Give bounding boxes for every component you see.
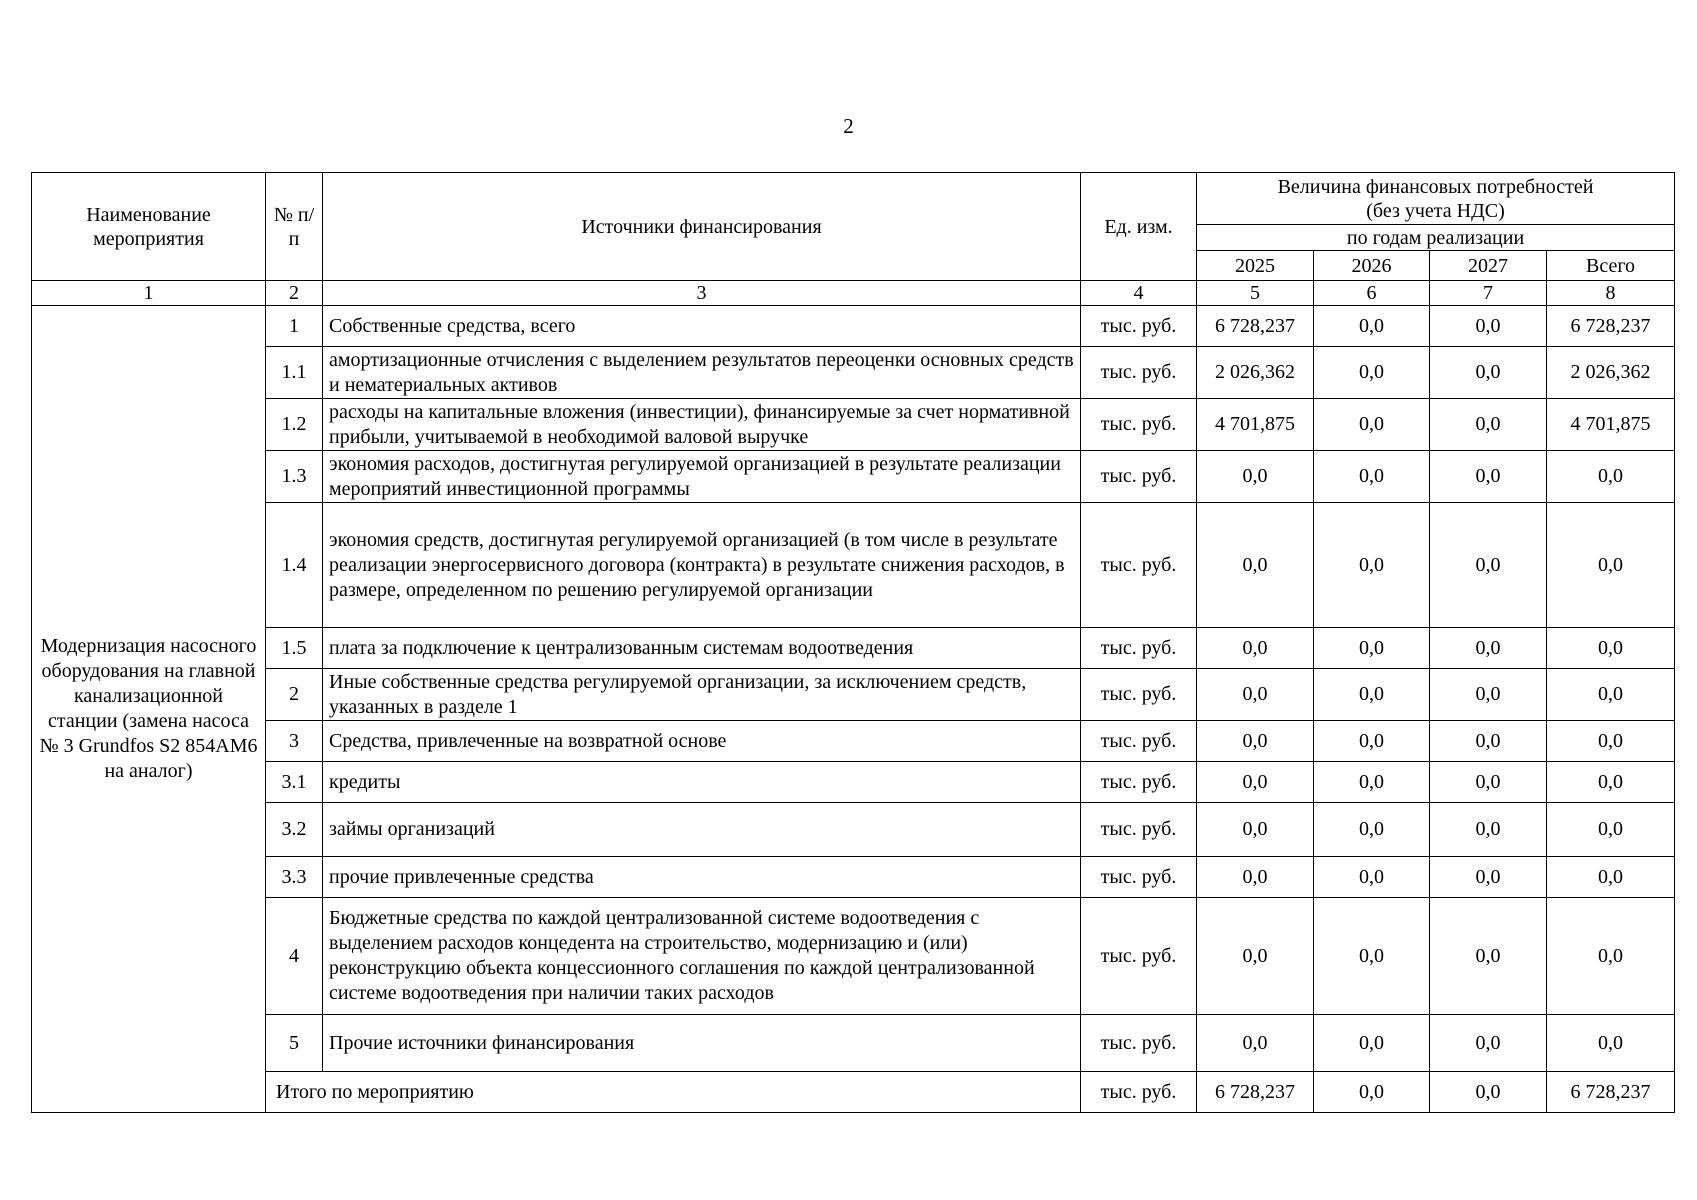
row-value-total: 0,0 [1547,762,1675,803]
row-number: 3.1 [266,762,323,803]
header-year-2027: 2027 [1430,251,1547,281]
row-source: Иные собственные средства регулируемой организации, за исключением средств, указанных в разделе 1 [323,669,1081,721]
row-number: 3 [266,721,323,762]
total-value-2027: 0,0 [1430,1072,1547,1113]
row-value-2027: 0,0 [1430,762,1547,803]
column-number: 3 [323,281,1081,306]
table-row [32,857,1675,898]
row-value-2026: 0,0 [1314,669,1430,721]
row-unit: тыс. руб. [1081,898,1197,1015]
table-body [32,306,1675,1113]
row-unit: тыс. руб. [1081,451,1197,503]
column-number: 6 [1314,281,1430,306]
header-by-years: по годам реализации [1197,225,1675,251]
row-value-2025: 0,0 [1197,857,1314,898]
row-value-2027: 0,0 [1430,628,1547,669]
header-unit: Ед. изм. [1081,173,1197,281]
row-value-2027: 0,0 [1430,721,1547,762]
table-row [32,669,1675,721]
row-value-2025: 6 728,237 [1197,306,1314,347]
row-value-total: 0,0 [1547,721,1675,762]
header-sources: Источники финансирования [323,173,1081,281]
event-name: Модернизация насосного оборудования на главной канализационной станции (замена насоса № 3 Grundfos S2 854AM6 на аналог) [32,306,266,1113]
row-source: Бюджетные средства по каждой централизованной системе водоотведения с выделением расходов концедента на строительство, модернизацию и (или) реконструкцию объекта концессионного соглашения по каждой централизованной системе водоотведения при наличии таких расходов [323,898,1081,1015]
total-value-2025: 6 728,237 [1197,1072,1314,1113]
row-value-2026: 0,0 [1314,803,1430,857]
total-label: Итого по мероприятию [266,1072,1081,1113]
row-value-2027: 0,0 [1430,399,1547,451]
row-value-total: 0,0 [1547,898,1675,1015]
row-value-2026: 0,0 [1314,451,1430,503]
total-unit: тыс. руб. [1081,1072,1197,1113]
header-num: № п/п [266,173,323,281]
column-number-row [32,281,1675,306]
header-year-2026: 2026 [1314,251,1430,281]
row-value-2025: 4 701,875 [1197,399,1314,451]
row-number: 1 [266,306,323,347]
table-row [32,347,1675,399]
column-number: 4 [1081,281,1197,306]
table-row [32,898,1675,1015]
row-value-total: 2 026,362 [1547,347,1675,399]
row-value-total: 0,0 [1547,803,1675,857]
header-name: Наименование мероприятия [32,173,266,281]
row-value-total: 0,0 [1547,669,1675,721]
row-source: кредиты [323,762,1081,803]
column-number: 2 [266,281,323,306]
row-value-2026: 0,0 [1314,503,1430,628]
row-value-total: 6 728,237 [1547,306,1675,347]
table-row [32,1015,1675,1072]
row-value-2025: 0,0 [1197,503,1314,628]
row-value-2025: 2 026,362 [1197,347,1314,399]
table-row [32,451,1675,503]
row-value-total: 4 701,875 [1547,399,1675,451]
row-unit: тыс. руб. [1081,306,1197,347]
row-value-2025: 0,0 [1197,898,1314,1015]
row-value-2026: 0,0 [1314,628,1430,669]
row-value-2025: 0,0 [1197,628,1314,669]
header-financial-needs-line1: Величина финансовых потребностей [1277,175,1594,198]
row-number: 1.2 [266,399,323,451]
row-value-2026: 0,0 [1314,898,1430,1015]
row-value-2025: 0,0 [1197,762,1314,803]
row-number: 3.2 [266,803,323,857]
row-unit: тыс. руб. [1081,628,1197,669]
row-value-2027: 0,0 [1430,898,1547,1015]
row-value-total: 0,0 [1547,1015,1675,1072]
row-value-total: 0,0 [1547,857,1675,898]
row-value-2027: 0,0 [1430,857,1547,898]
row-number: 1.4 [266,503,323,628]
row-unit: тыс. руб. [1081,857,1197,898]
row-value-total: 0,0 [1547,503,1675,628]
row-number: 4 [266,898,323,1015]
row-unit: тыс. руб. [1081,762,1197,803]
row-source: экономия расходов, достигнутая регулируемой организацией в результате реализации мероприятий инвестиционной программы [323,451,1081,503]
row-value-2027: 0,0 [1430,451,1547,503]
row-value-2025: 0,0 [1197,669,1314,721]
row-source: Средства, привлеченные на возвратной основе [323,721,1081,762]
row-source: Прочие источники финансирования [323,1015,1081,1072]
row-number: 2 [266,669,323,721]
row-unit: тыс. руб. [1081,721,1197,762]
total-value-total: 6 728,237 [1547,1072,1675,1113]
row-value-2025: 0,0 [1197,1015,1314,1072]
row-number: 3.3 [266,857,323,898]
table-row [32,721,1675,762]
row-value-total: 0,0 [1547,628,1675,669]
row-unit: тыс. руб. [1081,503,1197,628]
row-value-2026: 0,0 [1314,721,1430,762]
row-unit: тыс. руб. [1081,399,1197,451]
row-value-2026: 0,0 [1314,306,1430,347]
row-value-2026: 0,0 [1314,347,1430,399]
column-number: 1 [32,281,266,306]
row-value-2027: 0,0 [1430,1015,1547,1072]
table-row [32,503,1675,628]
row-source: прочие привлеченные средства [323,857,1081,898]
row-value-2027: 0,0 [1430,306,1547,347]
row-source: займы организаций [323,803,1081,857]
row-unit: тыс. руб. [1081,803,1197,857]
total-value-2026: 0,0 [1314,1072,1430,1113]
row-value-2025: 0,0 [1197,721,1314,762]
row-value-2027: 0,0 [1430,803,1547,857]
header-total: Всего [1547,251,1675,281]
table-header [32,173,1675,306]
column-number: 8 [1547,281,1675,306]
row-value-2026: 0,0 [1314,762,1430,803]
row-number: 1.5 [266,628,323,669]
row-unit: тыс. руб. [1081,1015,1197,1072]
row-source: плата за подключение к централизованным системам водоотведения [323,628,1081,669]
financing-table [31,172,1675,1113]
page-number: 2 [843,114,854,138]
row-value-2027: 0,0 [1430,347,1547,399]
table-row [32,399,1675,451]
row-number: 1.1 [266,347,323,399]
header-financial-needs [1197,173,1675,225]
table-row [32,306,1675,347]
header-financial-needs-line2: (без учета НДС) [1366,199,1505,222]
row-source: расходы на капитальные вложения (инвестиции), финансируемые за счет нормативной прибыли, учитываемой в необходимой валовой выручке [323,399,1081,451]
row-value-2025: 0,0 [1197,451,1314,503]
row-number: 1.3 [266,451,323,503]
table-row [32,803,1675,857]
row-value-2025: 0,0 [1197,803,1314,857]
table-row [32,762,1675,803]
row-source: экономия средств, достигнутая регулируемой организацией (в том числе в результате реализации энергосервисного договора (контракта) в результате снижения расходов, в размере, определенном по решению регулируемой организации [323,503,1081,628]
row-value-2027: 0,0 [1430,669,1547,721]
total-row [32,1072,1675,1113]
row-source: Собственные средства, всего [323,306,1081,347]
column-number: 5 [1197,281,1314,306]
row-number: 5 [266,1015,323,1072]
header-year-2025: 2025 [1197,251,1314,281]
row-unit: тыс. руб. [1081,347,1197,399]
row-value-2026: 0,0 [1314,399,1430,451]
row-source: амортизационные отчисления с выделением результатов переоценки основных средств и нематериальных активов [323,347,1081,399]
row-value-2026: 0,0 [1314,1015,1430,1072]
table-row [32,628,1675,669]
row-value-2027: 0,0 [1430,503,1547,628]
row-unit: тыс. руб. [1081,669,1197,721]
row-value-total: 0,0 [1547,451,1675,503]
row-value-2026: 0,0 [1314,857,1430,898]
column-number: 7 [1430,281,1547,306]
